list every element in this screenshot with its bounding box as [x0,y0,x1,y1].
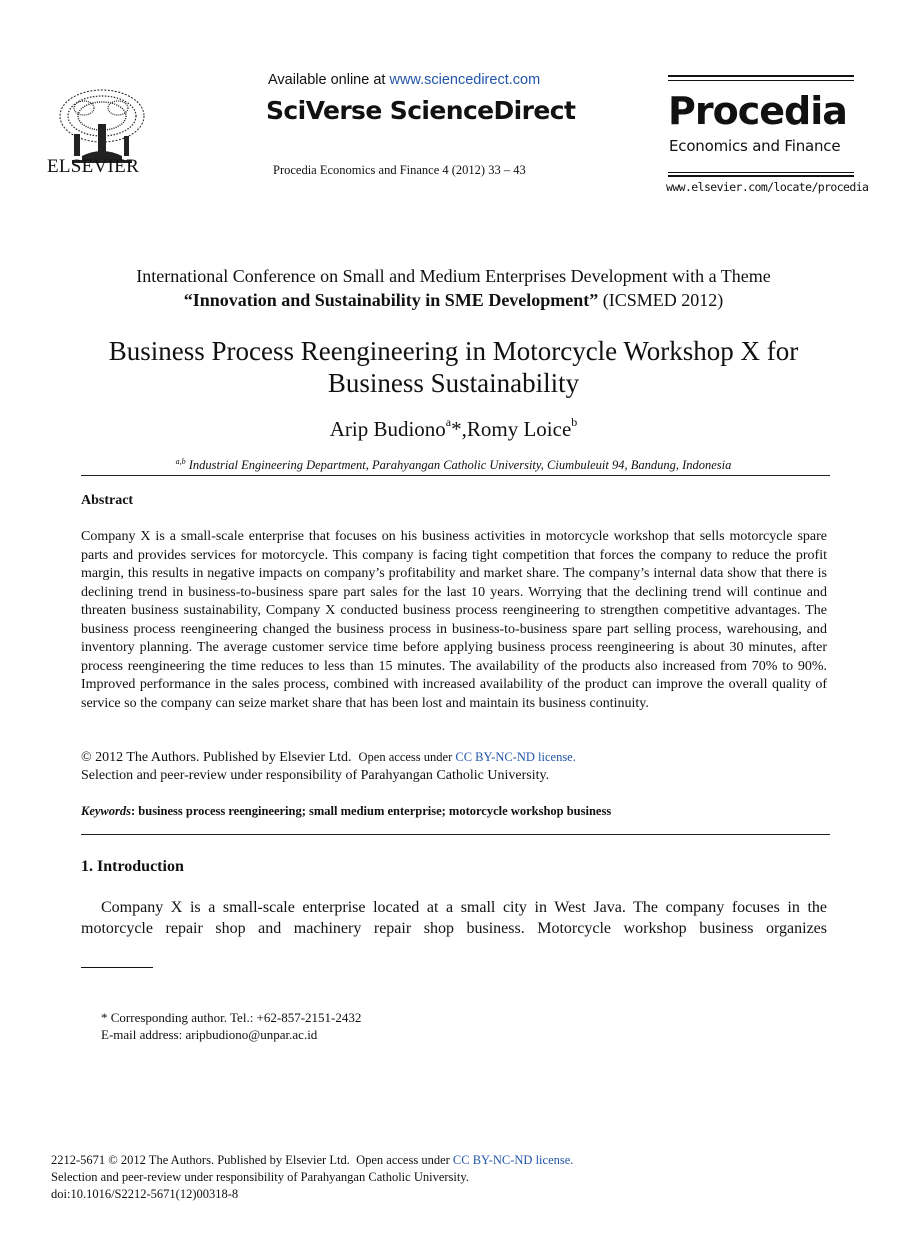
footer-peer-review: Selection and peer-review under responsibility of Parahyangan Catholic University. [51,1170,469,1184]
keywords-list: : business process reengineering; small medium enterprise; motorcycle workshop business [131,804,612,818]
corresponding-author-note: * Corresponding author. Tel.: +62-857-2151-2432 [101,1010,362,1025]
conference-line-1: International Conference on Small and Medium Enterprises Development with a Theme [136,266,771,286]
author-affiliation-mark: b [571,415,578,429]
journal-subtitle: Economics and Finance [669,137,841,155]
corresponding-mark: *, [451,417,467,441]
license-link[interactable]: CC BY-NC-ND license. [455,750,576,764]
footnote-rule [81,967,153,968]
affiliation-text: Industrial Engineering Department, Parahyangan Catholic University, Ciumbuleuit 94, Bandung, Indonesia [185,458,732,473]
footer-issn: 2212-5671 © 2012 The Authors. Published by Elsevier Ltd. [51,1153,350,1167]
keywords [81,804,611,819]
conference-theme: “Innovation and Sustainability in SME Development” [183,290,599,310]
copyright-text: © 2012 The Authors. Published by Elsevier Ltd. [81,750,352,765]
article-title: Business Process Reengineering in Motorcycle Workshop X for Business Sustainability [108,336,799,398]
author-affiliation-mark: a [445,415,452,429]
available-online [268,72,540,88]
author-name: Arip Budiono [329,417,446,441]
abstract-heading: Abstract [81,493,134,508]
footer-copyright [51,1153,573,1168]
journal-brand: Procedia [668,89,847,133]
conference-acronym: (ICSMED 2012) [598,290,724,310]
journal-url[interactable]: www.elsevier.com/locate/procedia [666,180,869,194]
footer-doi: doi:10.1016/S2212-5671(12)00318-8 [51,1187,239,1201]
journal-logo [668,75,854,181]
author-name: Romy Loice [466,417,572,441]
platform-logo: SciVerse ScienceDirect [266,96,576,125]
publisher-logo-text: ELSEVIER [46,156,140,177]
available-online-label: Available online at [268,72,390,88]
abstract-text: Company X is a small-scale enterprise that focuses on his business activities in motorcycle workshop that sells motorcycle spare parts and provides services for motorcycle. This company is facing tight competition that forces the company to reduce the profit margin, this results in negative impacts on company’s profitability and market share. The company’s internal data show that there is declining trend in business-to-business spare part sales for the last 10 years. Worrying that the declining trend will continue and threaten business sustainability, Company X conducted business process reengineering to strengthen competitive advantages. The business process reengineering changed the business process in business-to-business spare part selling process, warehousing, and inventory planning. The average customer service time before applying business process reengineering is about 30 minutes, after process reengineering the time reduces to less than 15 minutes. The availability of the products also increased from 70% to 90%. Improved performance in the sales process, combined with increased availability of the product can improve the overall quality of service so the company can seize market share that has been lost and maintain its business continuity. [81,529,827,711]
divider [81,475,830,476]
introduction-text: Company X is a small-scale enterprise located at a small city in West Java. The company focuses in the motorcycle repair shop and machinery repair shop business. Motorcycle workshop business organizes [81,899,827,937]
peer-review-note: Selection and peer-review under responsibility of Parahyangan Catholic University. [81,768,550,783]
copyright-line [81,750,576,766]
journal-reference: Procedia Economics and Finance 4 (2012) 33 – 43 [273,163,526,177]
affiliation [0,457,907,473]
divider [81,834,830,835]
conference-line-2 [0,290,907,311]
keywords-label: Keywords [81,804,131,818]
email-note: E-mail address: aripbudiono@unpar.ac.id [101,1027,318,1042]
section-heading: 1. Introduction [81,858,184,875]
affiliation-mark: a,b [175,457,186,466]
footer-license-link[interactable]: CC BY-NC-ND license. [452,1153,574,1167]
author-list [0,417,907,442]
footer-open-access-label: Open access under [356,1153,453,1167]
open-access-label: Open access under [358,750,456,764]
sciencedirect-link[interactable]: www.sciencedirect.com [389,72,541,88]
